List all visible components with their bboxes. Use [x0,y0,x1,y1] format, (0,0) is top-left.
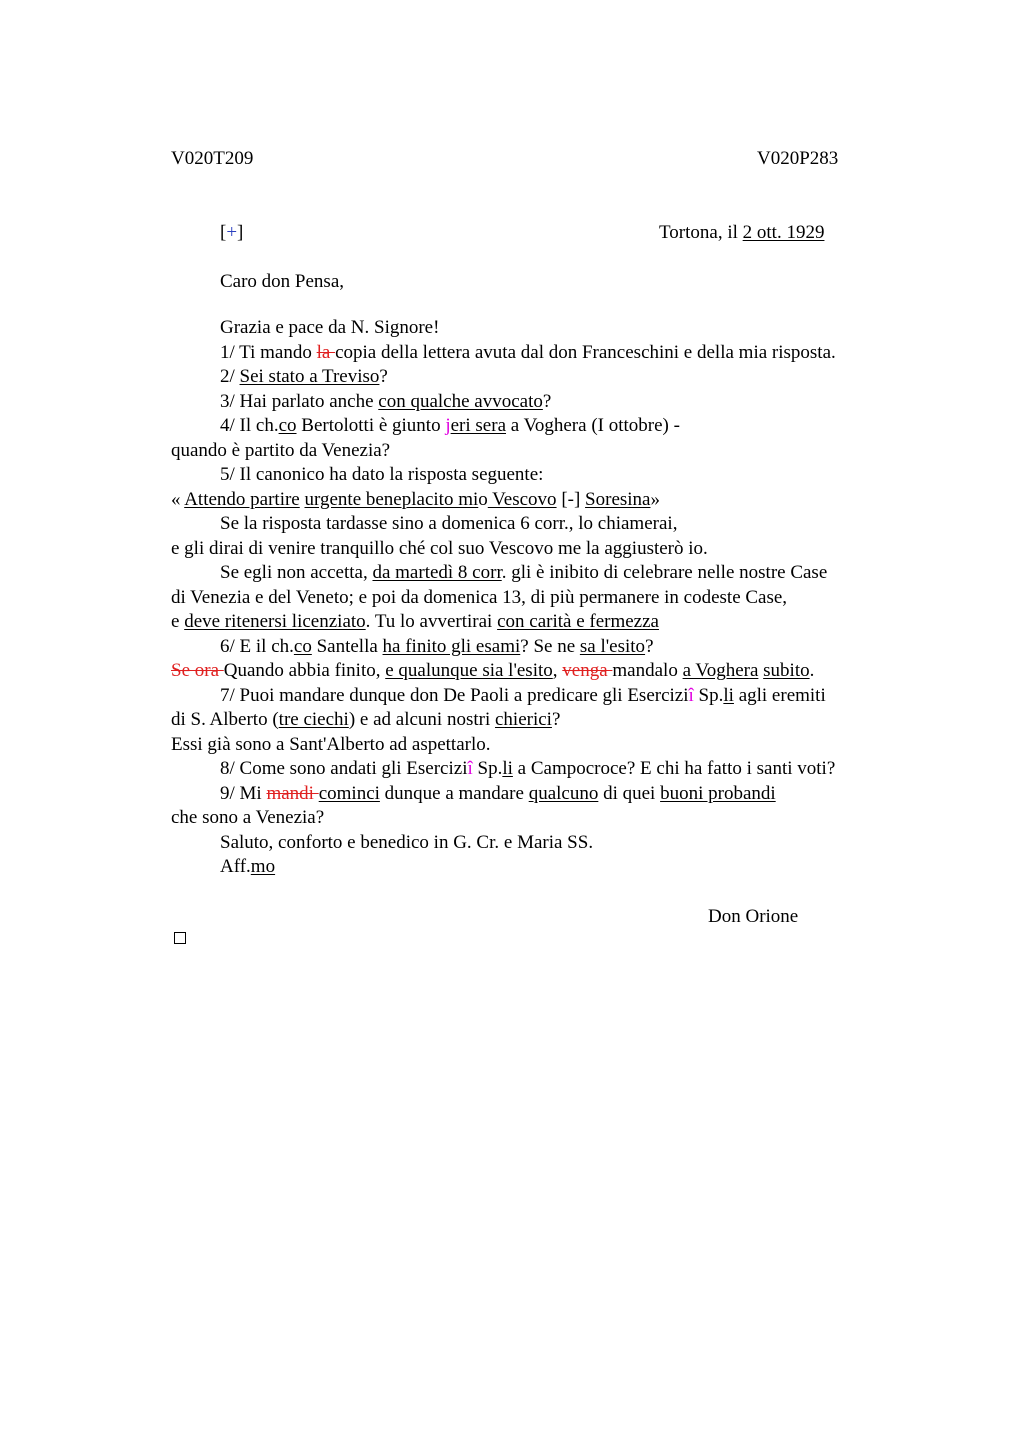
paragraph-2: 2/ Sei stato a Treviso? [220,366,388,387]
greeting: Grazia e pace da N. Signore! [220,317,440,338]
paragraph-7-line-2: di S. Alberto (tre ciechi) e ad alcuni nostri chierici? [171,709,561,730]
paragraph-5: 5/ Il canonico ha dato la risposta seguente: [220,464,544,485]
heading-cross: [+] [220,222,244,243]
header-left-code: V020T209 [171,148,254,169]
paragraph-9-line-2: che sono a Venezia? [171,807,325,828]
paragraph-9: 9/ Mi mandi cominci dunque a mandare qualcuno di quei buoni probandi [220,782,776,804]
paragraph-6-line-2: Se ora Quando abbia finito, e qualunque sia l'esito, venga mandalo a Voghera subito. [171,660,815,681]
salutation: Caro don Pensa, [220,271,345,292]
end-box-icon [174,932,186,944]
paragraph-5-f: e deve ritenersi licenziato. Tu lo avvertirai con carità e fermezza [171,611,659,632]
signature: Don Orione [708,906,799,927]
paragraph-1: 1/ Ti mando la copia della lettera avuta dal don Franceschini e della mia risposta. [220,341,836,363]
letter-body [171,316,931,880]
paragraph-4: 4/ Il ch.co Bertolotti è giunto jeri sera a Voghera (I ottobre) - [220,415,680,436]
paragraph-6: 6/ E il ch.co Santella ha finito gli esami? Se ne sa l'esito? [220,635,654,657]
paragraph-5-e: di Venezia e del Veneto; e poi da domenica 13, di più permanere in codeste Case, [171,586,788,608]
paragraph-4-line-2: quando è partito da Venezia? [171,439,391,461]
paragraph-5-c: e gli dirai di venire tranquillo ché col suo Vescovo me la aggiusterò io. [171,537,708,559]
telegram-quote: « Attendo partire urgente beneplacito mio Vescovo [-] Soresina» [171,488,660,510]
paragraph-5-b: Se la risposta tardasse sino a domenica 6 corr., lo chiamerai, [220,513,678,534]
header-right-code: V020P283 [757,148,839,169]
paragraph-7: 7/ Puoi mandare dunque don De Paoli a predicare gli Eserciziî Sp.li agli eremiti [220,684,826,706]
paragraph-5-d: Se egli non accetta, da martedì 8 corr. gli è inibito di celebrare nelle nostre Case [220,562,828,583]
closing-line: Saluto, conforto e benedico in G. Cr. e Maria SS. [220,831,594,853]
closing-aff: Aff.mo [220,856,276,877]
paragraph-3: 3/ Hai parlato anche con qualche avvocato? [220,390,552,412]
cross-icon: + [226,222,238,243]
heading-date: Tortona, il 2 ott. 1929 [659,222,825,243]
paragraph-8: 8/ Come sono andati gli Eserciziî Sp.li a Campocroce? E chi ha fatto i santi voti? [220,758,836,779]
paragraph-7-line-3: Essi già sono a Sant'Alberto ad aspettarlo. [171,733,491,755]
